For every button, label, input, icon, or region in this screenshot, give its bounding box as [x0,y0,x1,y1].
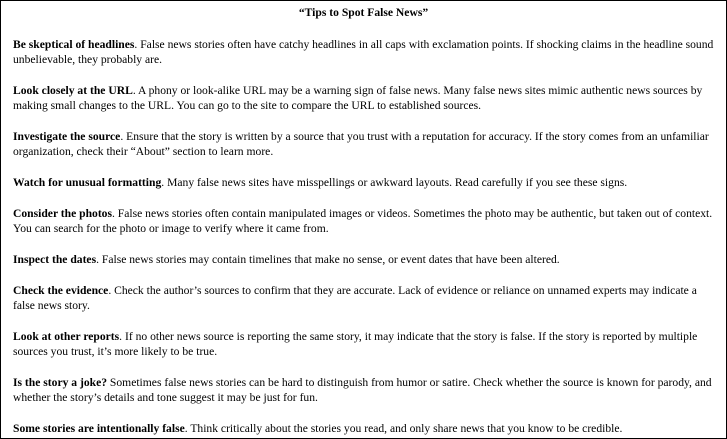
tip-paragraph [13,375,714,405]
tip-body: . Think critically about the stories you read, and only share news that you know to be credible. [184,422,623,435]
tip-heading: Consider the photos [13,207,112,220]
tip-paragraph [13,421,714,436]
tip-paragraph [13,283,714,313]
tip-heading: Inspect the dates [13,253,97,266]
tip-heading: Some stories are intentionally false [13,422,185,435]
tip-body: . A phony or look-alike URL may be a warning sign of false news. Many false news sites mimic authentic news sources by making small changes to the URL. You can go to the site to compare the URL to established sources. [13,84,703,112]
tip-heading: Watch for unusual formatting [13,176,162,189]
document-title: “Tips to Spot False News” [298,6,429,19]
tip-paragraph [13,206,714,236]
tip-body: . If no other news source is reporting the same story, it may indicate that the story is false. If the story is reported by multiple sources you trust, it’s more likely to be true. [13,330,698,358]
tip-paragraph [13,252,714,267]
tip-body: . Ensure that the story is written by a source that you trust with a reputation for accuracy. If the story comes from an unfamiliar organization, check their “About” section to learn more. [13,130,709,158]
tip-paragraph [13,329,714,359]
tip-body: . False news stories may contain timelines that make no sense, or event dates that have been altered. [96,253,560,266]
tip-body: . Many false news sites have misspellings or awkward layouts. Read carefully if you see these signs. [161,176,628,189]
tip-paragraph [13,37,714,67]
tip-paragraph [13,175,714,190]
tip-body: . False news stories often contain manipulated images or videos. Sometimes the photo may be authentic, but taken out of context. You can search for the photo or image to verify where it came from. [13,207,713,235]
tip-body: Sometimes false news stories can be hard to distinguish from humor or satire. Check whether the source is known for parody, and whether the story’s details and tone suggest it may be just for fun. [13,376,712,404]
tip-paragraph [13,83,714,113]
tip-heading: Be skeptical of headlines [13,38,135,51]
tip-body: . False news stories often have catchy headlines in all caps with exclamation points. If shocking claims in the headline sound unbelievable, they probably are. [13,38,714,66]
tip-heading: Investigate the source [13,130,121,143]
tip-paragraph [13,129,714,159]
tip-heading: Look closely at the URL [13,84,133,97]
tip-heading: Is the story a joke? [13,376,108,389]
tip-heading: Check the evidence [13,284,109,297]
tip-heading: Look at other reports [13,330,120,343]
tip-body: . Check the author’s sources to confirm that they are accurate. Lack of evidence or reliance on unnamed experts may indicate a false news story. [13,284,697,312]
